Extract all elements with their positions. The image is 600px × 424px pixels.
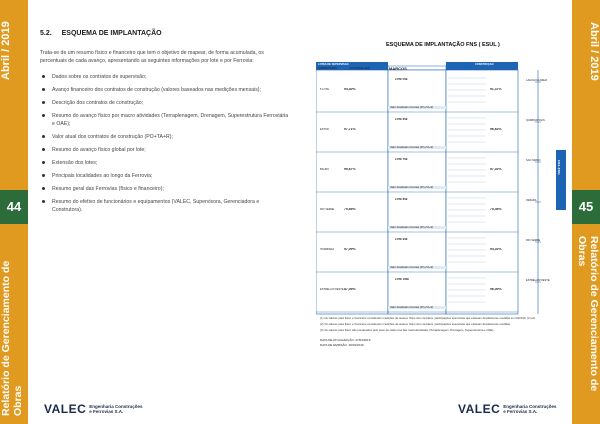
lot-label: ITUMBIARA [320, 248, 335, 251]
construction-lot-label: LOTE 5SE [395, 78, 408, 81]
footnote: (3) Os valores para físico são ponderados pelo peso de cada uma das macroatividades (Terraplenagem, Drenagem, Superestrutura e OAE). [320, 328, 495, 332]
diagram-header-left: LOTES DE SUPERVISÃO [318, 63, 349, 66]
bullet-item: Resumo do avanço físico por macro atividades (Terraplenagem, Drenagem, Superestrutura Ferroviária e OAE); [40, 112, 290, 128]
right-valec-logo [458, 402, 557, 416]
construction-lot-label: LOTE 6SE [395, 118, 408, 121]
lot-label: 5 LOTE [320, 88, 329, 91]
construction-progress-pct: 96,62% [490, 128, 502, 131]
lot-label: BAURU [320, 168, 330, 171]
bullet-item: Principais localidades ao longo da Ferrovia; [40, 172, 290, 180]
bullet-list [40, 73, 290, 214]
side-tag-box [556, 150, 566, 210]
col-b-label: EXTENSÃO (km) [350, 67, 371, 70]
construction-progress-pct: 96,00% [490, 288, 502, 291]
bullet-item: Extensão dos lotes; [40, 159, 290, 167]
logo-subtitle-line2: e Ferrovias S.A. [503, 409, 538, 414]
construction-lot-label: LOTE 10SE [395, 278, 409, 281]
emission-label: DATA DE EMISSÃO: [320, 343, 348, 347]
bullet-item: Valor atual dos contratos de construção (PO+TA+R); [40, 133, 290, 141]
diagram-title: ESQUEMA DE IMPLANTAÇÃO FNS ( ESUL ) [386, 42, 500, 48]
left-page-number: 44 [0, 190, 28, 224]
left-side-band [0, 0, 28, 424]
lot-physical-pct: 94,30% [344, 88, 356, 91]
contract-value-label: Valor Atualizado Contrato (PO+TA+R) [390, 186, 434, 189]
locality-label: INDIARA [526, 199, 537, 202]
section-title [40, 30, 290, 37]
dates-block [320, 338, 370, 348]
contract-value-label: Valor Atualizado Contrato (PO+TA+R) [390, 226, 434, 229]
implantation-diagram [316, 60, 568, 316]
lot-physical-pct: 97,09% [344, 248, 356, 251]
logo-brand: VALEC [458, 402, 501, 416]
diagram-header-right: CONSTRUÇÃO [475, 63, 494, 66]
construction-progress-pct: 97,02% [490, 168, 502, 171]
diagram-header-mid: MARCOS [389, 67, 407, 70]
locality-label: RIO VERDE [526, 239, 541, 242]
footnotes [320, 316, 560, 334]
locality-label: LAGOA DA AREIA [526, 79, 548, 82]
logo-subtitle-line1: Engenharia Construções [503, 404, 557, 409]
right-band-month: Abril / 2019 [588, 21, 600, 81]
construction-progress-pct: 91,37% [490, 88, 502, 91]
logo-subtitle-line2: e Ferrovias S.A. [89, 409, 124, 414]
bullet-item: Dados sobre os contratos de supervisão; [40, 73, 290, 81]
right-page-number: 45 [572, 190, 600, 224]
construction-progress-pct: 75,36% [490, 208, 502, 211]
logo-subtitle [89, 404, 142, 414]
col-a-label: SUPERVISORA [318, 67, 337, 70]
bullet-item: Resumo do avanço físico global por lote; [40, 146, 290, 154]
update-label: DATA DE ATUALIZAÇÃO: [320, 338, 355, 342]
bullet-item: Resumo geral das Ferrovias (físico e financeiro); [40, 185, 290, 193]
left-page-content [40, 30, 290, 219]
construction-progress-pct: 94,02% [490, 248, 502, 251]
section-number: 5.2. [40, 30, 52, 37]
update-date: 27/03/2019 [355, 338, 371, 342]
footnote: (2) Os valores para físico e financeiro consideram medições de avanço físico dos contratos, participações executivas que estavam devidamente medidas. [320, 322, 511, 326]
logo-subtitle [503, 404, 556, 414]
locality-label: SÃO SIMÃO [526, 159, 541, 162]
logo-subtitle-line1: Engenharia Construções [89, 404, 143, 409]
footnote: (1) Os valores para físico e financeiro consideram medições de avanço físico dos contratos, participações executivas que estavam devidamente medidas em 03/2019, (2) etc. [320, 316, 536, 320]
construction-lot-label: LOTE 9SE [395, 238, 408, 241]
bullet-item: Descrição dos contratos de construção; [40, 99, 290, 107]
left-valec-logo [44, 402, 143, 416]
right-side-band [572, 0, 600, 424]
bullet-item: Avanço financeiro dos contratos de construção (valores baseados nas medições mensais); [40, 86, 290, 94]
locality-label: ESTRELA D'OESTE [526, 279, 550, 282]
lot-physical-pct: 97,71% [344, 128, 356, 131]
contract-value-label: Valor Atualizado Contrato (PO+TA+R) [390, 146, 434, 149]
intro-paragraph: Trata-se de um resumo físico e financeiro que tem o objetivo de mapear, de forma acumulada, os percentuais de cada avanço, apresentando as seguintes informações por lote e por Ferrovia: [40, 50, 264, 64]
emission-date: 26/04/2019 [348, 343, 364, 347]
contract-value-label: Valor Atualizado Contrato (PO+TA+R) [390, 106, 434, 109]
contract-value-label: Valor Atualizado Contrato (PO+TA+R) [390, 306, 434, 309]
construction-lot-label: LOTE 7SE [395, 158, 408, 161]
right-band-report-title: Relatório de Gerenciamento de Obras [576, 236, 600, 392]
contract-value-label: Valor Atualizado Contrato (PO+TA+R) [390, 266, 434, 269]
lot-physical-pct: 87,05% [344, 288, 356, 291]
section-title-text: ESQUEMA DE IMPLANTAÇÃO [61, 30, 162, 37]
construction-lot-label: LOTE 8SE [395, 198, 408, 201]
left-band-report-title: Relatório de Gerenciamento de Obras [0, 260, 24, 416]
locality-label: QUIRINÓPOLIS [526, 119, 545, 122]
lot-label: RIO VERDE [320, 208, 335, 211]
lot-physical-pct: 79,85% [344, 208, 356, 211]
left-band-month: Abril / 2019 [0, 21, 12, 81]
lot-label: ESTIVA [320, 128, 330, 131]
lot-label: ESTRELA D'OESTE [320, 288, 344, 291]
bullet-item: Resumo do efetivo de funcionários e equipamentos (VALEC, Supervisora, Gerenciadora e Construtora). [40, 198, 290, 214]
lot-physical-pct: 99,67% [344, 168, 356, 171]
logo-brand: VALEC [44, 402, 87, 416]
side-tag: ESUL (FNS) [557, 160, 560, 175]
